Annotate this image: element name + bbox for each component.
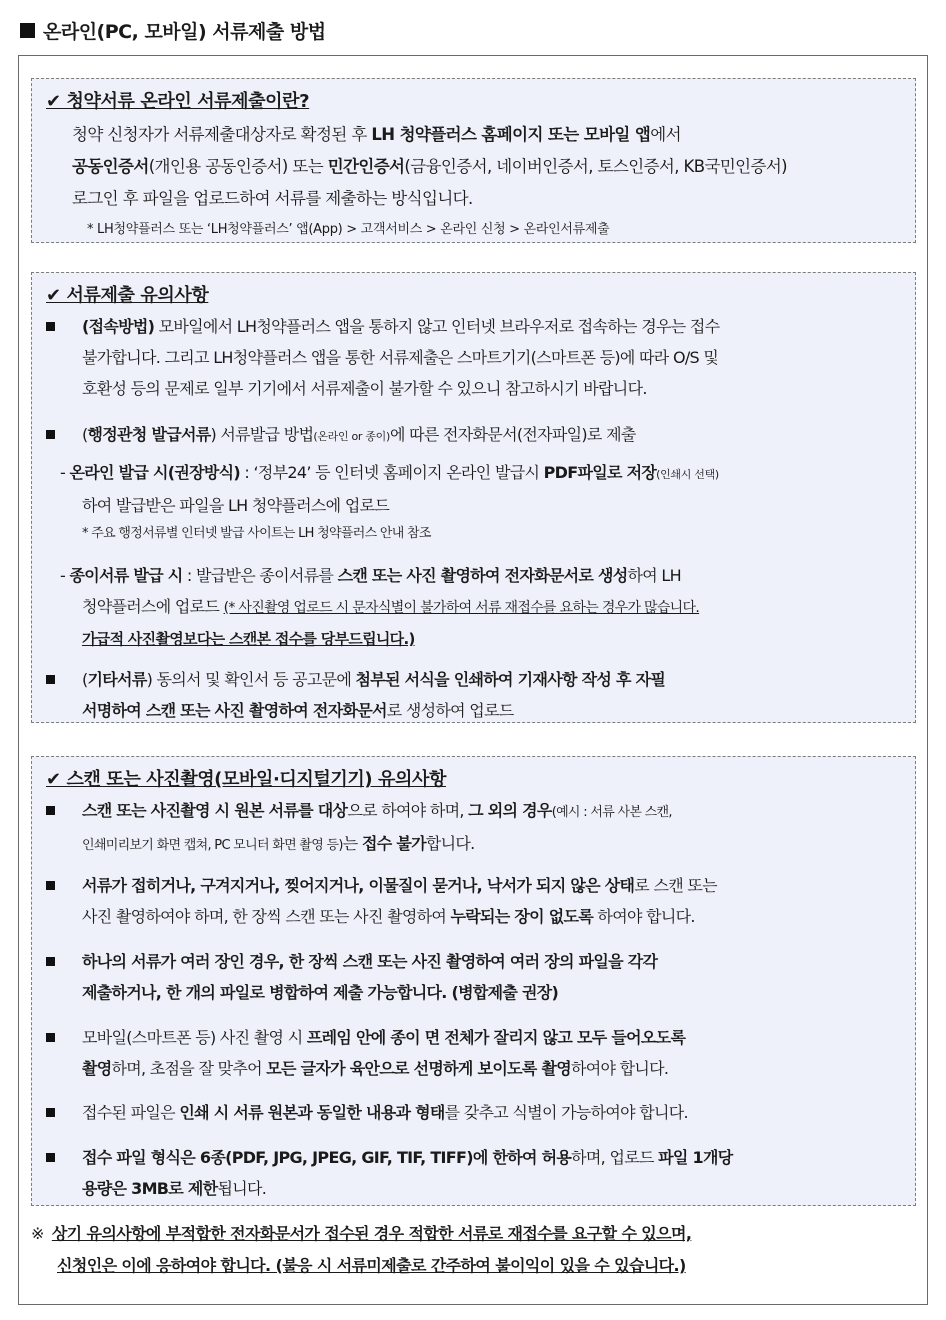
bullet-icon [46,1033,55,1042]
paragraph: 로그인 후 파일을 업로드하여 서류를 제출하는 방식입니다. [72,189,473,208]
footer-warning: ※ 상기 유의사항에 부적합한 전자화문서가 접수된 경우 적합한 서류로 재접수를 요구할 수 있으며, 신청인은 이에 응하여야 합니다. (불응 시 서류미제출로 간주하여 불이익이 있을 수 있습니다.) [31,1224,692,1275]
sub-item-paper: - 종이서류 발급 시 : 발급받은 종이서류를 스캔 또는 사진 촬영하여 전자화문서로 생성하여 LH 청약플러스에 업로드 (* 사진촬영 업로드 시 문자식별이 불가하여 서류 재접수를 요하는 경우가 많습니다. 가급적 사진촬영보다는 스캔본 접수를 당부드립니다.) [60,566,700,648]
list-item: 접수 파일 형식은 6종(PDF, JPG, JPEG, GIF, TIF, TIFF)에 한하여 허용하며, 업로드 파일 1개당 용량은 3MB로 제한됩니다. [46,1142,909,1204]
paragraph: 청약 신청자가 서류제출대상자로 확정된 후 LH 청약플러스 홈페이지 또는 모바일 앱에서 [72,125,681,144]
path-note: * LH청약플러스 또는 ‘LH청약플러스’ 앱(App) > 고객서비스 > 온라인 신청 > 온라인서류제출 [87,222,610,237]
sub-item-online: - 온라인 발급 시(권장방식) : ‘정부24’ 등 인터넷 홈페이지 온라인 발급시 PDF파일로 저장(인쇄시 선택) 하여 발급받은 파일을 LH 청약플러스에 업로드 * 주요 행정서류별 인터넷 발급 사이트는 LH 청약플러스 안내 참조 [60,463,719,541]
reference-mark: ※ [31,1224,44,1243]
paragraph: 공동인증서(개인용 공동인증서) 또는 민간인증서(금융인증서, 네이버인증서, 토스인증서, KB국민인증서) [72,157,788,176]
page-title [20,14,326,46]
bullet-icon [46,1153,55,1162]
bullet-icon [46,881,55,890]
content-frame [18,55,928,1305]
section-heading: ✔ 서류제출 유의사항 [46,285,209,306]
list-item: 서류가 접히거나, 구겨지거나, 찢어지거나, 이물질이 묻거나, 낙서가 되지 않은 상태로 스캔 또는 사진 촬영하여야 하며, 한 장씩 스캔 또는 사진 촬영하여 누락되는 장이 없도록 하여야 합니다. [46,870,909,932]
bullet-icon [46,806,55,815]
list-item: (행정관청 발급서류) 서류발급 방법(온라인 or 종이)에 따른 전자화문서(전자파일)로 제출 [46,419,909,452]
list-item: 하나의 서류가 여러 장인 경우, 한 장씩 스캔 또는 사진 촬영하여 여러 장의 파일을 각각 제출하거나, 한 개의 파일로 병합하여 제출 가능합니다. (병합제출 권장) [46,946,909,1008]
bullet-icon [46,322,55,331]
section-submission-notes [31,272,916,723]
bullet-icon [46,430,55,439]
list-item: 스캔 또는 사진촬영 시 원본 서류를 대상으로 하여야 하며, 그 외의 경우(예시 : 서류 사본 스캔, 인쇄미리보기 화면 캡쳐, PC 모니터 화면 촬영 등)는 접수 불가합니다. [46,795,909,861]
bullet-icon [46,675,55,684]
section-heading: ✔ 스캔 또는 사진촬영(모바일·디지털기기) 유의사항 [46,769,446,790]
list-item: 접수된 파일은 인쇄 시 서류 원본과 동일한 내용과 형태를 갖추고 식별이 가능하여야 합니다. [46,1097,909,1128]
bullet-icon [46,957,55,966]
section-online-submission [31,78,916,243]
section-heading: ✔ 청약서류 온라인 서류제출이란? [46,91,310,112]
list-item: (접속방법) 모바일에서 LH청약플러스 앱을 통하지 않고 인터넷 브라우저로 접속하는 경우는 접수 불가합니다. 그리고 LH청약플러스 앱을 통한 서류제출은 스마트기기(스마트폰 등)에 따라 O/S 및 호환성 등의 문제로 일부 기기에서 서류제출이 불가할 수 있으니 참고하시기 바랍니다. [46,311,909,404]
list-item: (기타서류) 동의서 및 확인서 등 공고문에 첨부된 서식을 인쇄하여 기재사항 작성 후 자필 서명하여 스캔 또는 사진 촬영하여 전자화문서로 생성하여 업로드 [46,664,909,726]
bullet-icon [46,1108,55,1117]
section-scan-photo-notes [31,756,916,1206]
list-item: 모바일(스마트폰 등) 사진 촬영 시 프레임 안에 종이 면 전체가 잘리지 않고 모두 들어오도록 촬영하며, 초점을 잘 맞추어 모든 글자가 육안으로 선명하게 보이도록 촬영하여야 합니다. [46,1022,909,1084]
page-title-text: 온라인(PC, 모바일) 서류제출 방법 [43,20,326,43]
black-square-icon [20,23,35,38]
